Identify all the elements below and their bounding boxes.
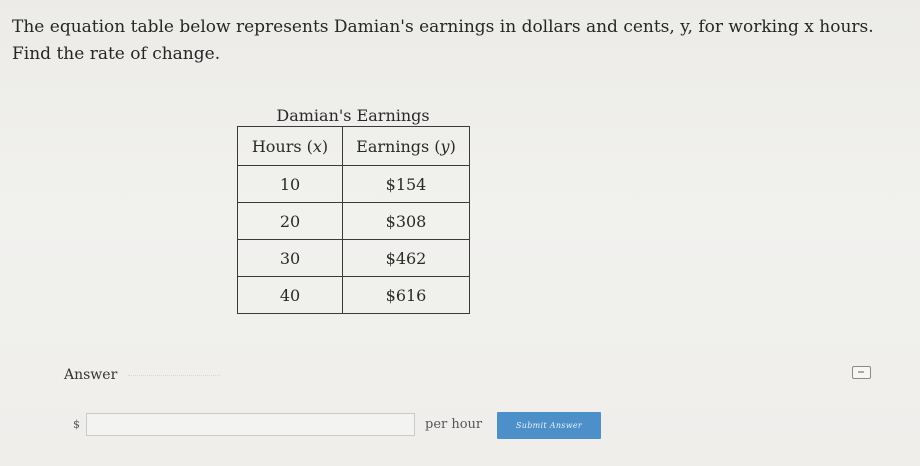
- header-earnings: Earnings (y): [343, 127, 470, 166]
- cell-hours: 40: [238, 277, 343, 314]
- cell-earnings: $616: [343, 277, 470, 314]
- earnings-table: [237, 126, 470, 314]
- unit-label: per hour: [425, 417, 483, 432]
- answer-divider: [128, 372, 220, 376]
- table-title: Damian's Earnings: [276, 106, 430, 125]
- answer-label: Answer: [64, 367, 118, 383]
- table-row: [238, 240, 470, 277]
- question-text: The equation table below represents Damian's earnings in dollars and cents, y, for working x hours. Find the rate of change.: [12, 17, 874, 64]
- table-header-row: [238, 127, 470, 166]
- header-hours: Hours (x): [238, 127, 343, 166]
- cell-hours: 20: [238, 203, 343, 240]
- cell-hours: 30: [238, 240, 343, 277]
- table-row: [238, 166, 470, 203]
- keyboard-icon[interactable]: [852, 366, 871, 379]
- currency-symbol: $: [73, 418, 80, 431]
- answer-input[interactable]: [86, 413, 415, 436]
- cell-earnings: $154: [343, 166, 470, 203]
- submit-answer-button[interactable]: Submit Answer: [497, 412, 601, 439]
- cell-earnings: $462: [343, 240, 470, 277]
- cell-earnings: $308: [343, 203, 470, 240]
- cell-hours: 10: [238, 166, 343, 203]
- table-row: [238, 277, 470, 314]
- table-row: [238, 203, 470, 240]
